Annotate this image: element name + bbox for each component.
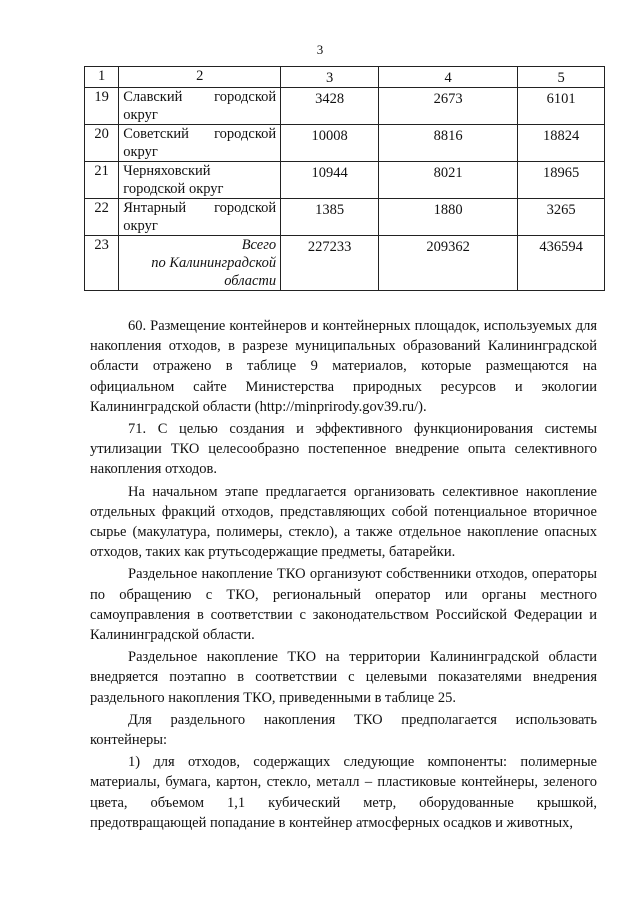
header-cell: 2 [119,67,281,88]
row-number: 23 [85,236,119,291]
value-cell: 3265 [518,199,605,236]
paragraph: 1) для отходов, содержащих следующие компоненты: полимерные материалы, бумага, картон, стекло, металл – пластиковые контейнеры, зеленого цвета, объемом 1,1 кубический метр, оборудованные крышкой, предотвращающей попадание в контейнер атмосферных осадков и животных, [90,754,597,831]
total-label [119,236,281,291]
name-line: Черняховский [123,163,211,179]
header-cell: 4 [379,67,518,88]
body-text [90,316,597,835]
header-cell: 5 [518,67,605,88]
total-line: по Калининградской [151,255,277,271]
value-cell: 209362 [379,236,518,291]
paragraph: Для раздельного накопления ТКО предполагается использовать контейнеры: [90,711,597,749]
header-cell: 3 [281,67,379,88]
name-line: городской округ [123,181,224,197]
table-row [85,162,605,199]
municipality-name [119,88,281,125]
header-cell: 1 [85,67,119,88]
value-cell: 3428 [281,88,379,125]
name-line: Янтарный городской [123,200,277,216]
value-cell: 1385 [281,199,379,236]
name-line: Славский городской [123,89,277,105]
table-header-row [85,67,605,88]
value-cell: 10008 [281,125,379,162]
municipality-name [119,199,281,236]
waste-table [84,66,605,291]
row-number: 20 [85,125,119,162]
value-cell: 10944 [281,162,379,199]
municipality-name [119,125,281,162]
total-line: области [224,273,277,289]
total-line: Всего [241,237,277,253]
name-line: округ [123,107,158,123]
paragraph: На начальном этапе предлагается организовать селективное накопление отдельных фракций отходов, представляющих собой потенциальное вторичное сырье (макулатура, полимеры, стекло), а также отдельное накопление опасных отходов, таких как ртутьсодержащие предметы, батарейки. [90,483,597,561]
value-cell: 8021 [379,162,518,199]
table-row [85,125,605,162]
name-line: округ [123,218,158,234]
value-cell: 8816 [379,125,518,162]
value-cell: 436594 [518,236,605,291]
name-line: округ [123,144,158,160]
table-row [85,199,605,236]
municipality-name [119,162,281,199]
paragraph: 71. С целью создания и эффективного функционирования системы утилизации ТКО целесообразно постепенное внедрение опыта селективного накопления отходов. [90,421,597,478]
value-cell: 18824 [518,125,605,162]
table-total-row [85,236,605,291]
paragraph: 60. Размещение контейнеров и контейнерных площадок, используемых для накопления отходов, в разрезе муниципальных образований Калининградской области отражено в таблице 9 материалов, которые размещаются на официальном сайте Министерства природных ресурсов и экологии Калининградской области (http://minprirody.gov39.ru/). [90,318,597,415]
row-number: 22 [85,199,119,236]
table-row [85,88,605,125]
value-cell: 227233 [281,236,379,291]
value-cell: 1880 [379,199,518,236]
value-cell: 2673 [379,88,518,125]
value-cell: 6101 [518,88,605,125]
value-cell: 18965 [518,162,605,199]
row-number: 19 [85,88,119,125]
page-number: 3 [316,42,324,57]
paragraph: Раздельное накопление ТКО на территории Калининградской области внедряется поэтапно в соответствии с целевыми показателями внедрения раздельного накопления ТКО, приведенными в таблице 25. [90,649,597,706]
name-line: Советский городской [123,126,277,142]
row-number: 21 [85,162,119,199]
paragraph: Раздельное накопление ТКО организуют собственники отходов, операторы по обращению с ТКО, региональный оператор или органы местного самоуправления в соответствии с законодательством Российской Федерации и Калининградской области. [90,566,597,644]
